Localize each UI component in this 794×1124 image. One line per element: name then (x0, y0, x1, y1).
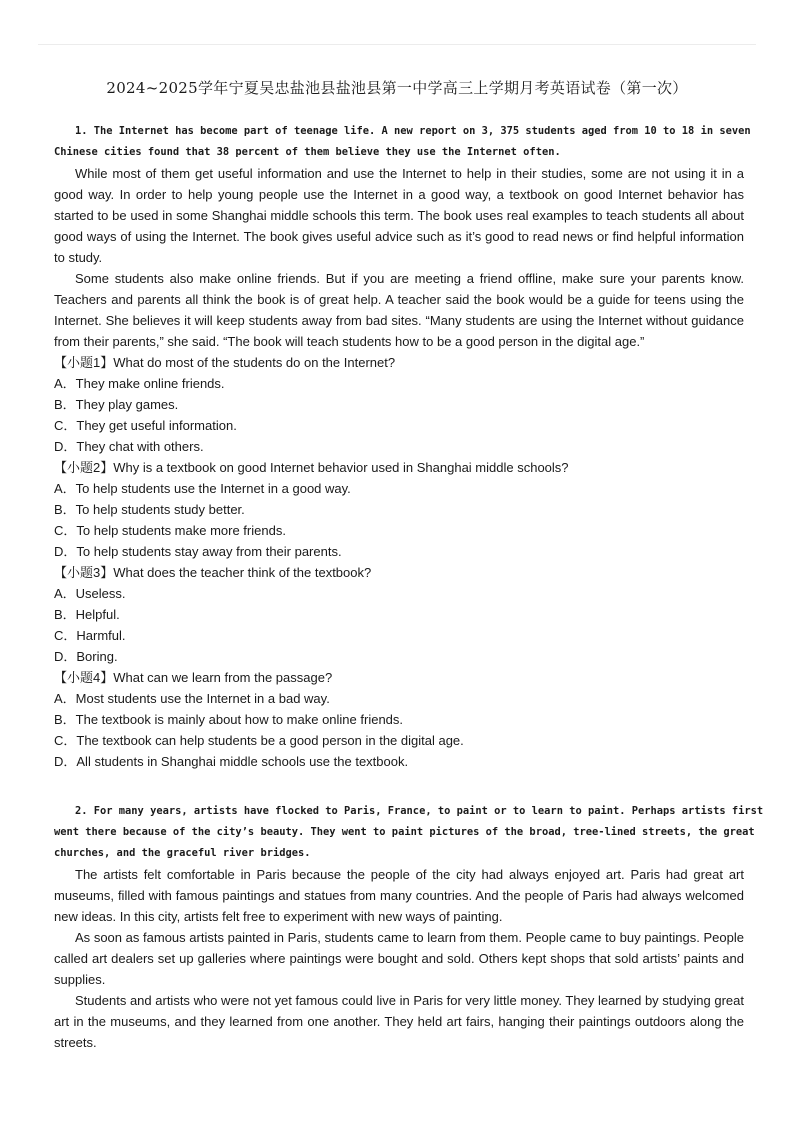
q1-sub2-option-b: B．To help students study better. (54, 502, 245, 517)
q1-sub2-option-a: A．To help students use the Internet in a good way. (54, 481, 351, 496)
q1-sub2-option-d: D．To help students stay away from their parents. (54, 544, 342, 559)
q1-sub1-stem: 【小题1】What do most of the students do on the Internet? (54, 355, 396, 370)
page-title: 2024~2025学年宁夏吴忠盐池县盐池县第一中学高三上学期月考英语试卷（第一次） (106, 79, 688, 97)
q1-sub1-option-d: D．They chat with others. (54, 439, 204, 454)
document-body (54, 121, 764, 1053)
question-1 (54, 121, 751, 772)
q2-intro-line-1: 2. For many years, artists have flocked to Paris, France, to paint or to learn to paint. Perhaps artists first (75, 805, 764, 817)
q1-sub4-option-b: B．The textbook is mainly about how to make online friends. (54, 712, 404, 727)
q1-sub1-option-b: B．They play games. (54, 397, 179, 412)
page-top-rule (38, 44, 756, 45)
q1-paragraph-1: While most of them get useful information and use the Internet to help in their studies, some are not using it in a good way. In order to help young people use the Internet in a good way, a textbook on good Internet behavior has started to be used in some Shanghai middle schools this term. The book uses real examples to teach students all about good ways of using the Internet. The book gives useful advice such as it’s good to read news or find helpful information to study. (54, 166, 744, 265)
q1-sub2-stem: 【小题2】Why is a textbook on good Internet behavior used in Shanghai middle schools? (54, 460, 569, 475)
q1-sub3-option-b: B．Helpful. (54, 607, 120, 622)
q1-sub3-option-a: A．Useless. (54, 586, 126, 601)
question-2 (54, 801, 764, 1053)
q1-sub4-option-c: C．The textbook can help students be a good person in the digital age. (54, 733, 464, 748)
section-gap (54, 772, 744, 801)
q1-sub1-option-c: C．They get useful information. (54, 418, 237, 433)
q2-paragraph-3: Students and artists who were not yet famous could live in Paris for very little money. They learned by studying great art in the museums, and they learned from one another. They held art fairs, hanging their paintings outdoors along the streets. (54, 993, 744, 1050)
q1-intro-line-1: 1. The Internet has become part of teenage life. A new report on 3, 375 students aged from 10 to 18 in seven (75, 125, 751, 137)
q1-sub2-option-c: C．To help students make more friends. (54, 523, 286, 538)
q1-sub3-stem: 【小题3】What does the teacher think of the textbook? (54, 565, 372, 580)
q1-sub3-option-d: D．Boring. (54, 649, 118, 664)
q2-paragraph-2: As soon as famous artists painted in Paris, students came to learn from them. People came to buy paintings. People called art dealers set up galleries where paintings were bought and sold. Others kept shops that sold artists’ paints and supplies. (54, 930, 744, 987)
q1-sub4-option-d: D．All students in Shanghai middle schools use the textbook. (54, 754, 409, 769)
q1-sub4-option-a: A．Most students use the Internet in a bad way. (54, 691, 330, 706)
q1-sub1-option-a: A．They make online friends. (54, 376, 225, 391)
q2-paragraph-1: The artists felt comfortable in Paris because the people of the city had always enjoyed art. Paris had great art museums, filled with famous paintings and statues from many countries. And the people of Paris had always welcomed new ideas. In this city, artists felt free to experiment with new ways of painting. (54, 867, 744, 924)
q2-intro-line-2: went there because of the city’s beauty. They went to paint pictures of the broad, tree-lined streets, the great (54, 826, 755, 838)
q2-intro-line-3: churches, and the graceful river bridges. (54, 847, 311, 859)
q1-intro-line-2: Chinese cities found that 38 percent of them believe they use the Internet often. (54, 146, 561, 158)
q1-paragraph-2: Some students also make online friends. But if you are meeting a friend offline, make sure your parents know. Teachers and parents all think the book is of great help. A teacher said the book would be a guide for teens using the Internet. She believes it will keep students away from bad sites. “Many students are using the Internet without guidance from their parents,” she said. “The book will teach students how to be a good person in the digital age.” (54, 271, 744, 349)
q1-sub3-option-c: C．Harmful. (54, 628, 126, 643)
q1-sub4-stem: 【小题4】What can we learn from the passage? (54, 670, 333, 685)
